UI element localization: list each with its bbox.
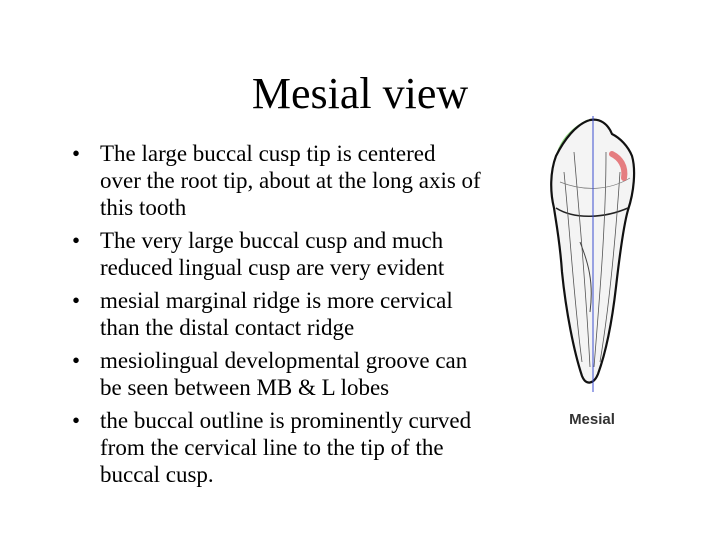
slide-title-text: Mesial view	[251, 69, 469, 118]
bullet-icon: •	[72, 228, 81, 253]
bullet-icon: •	[72, 141, 81, 166]
tooth-mesial-illustration	[540, 112, 650, 432]
bullet-icon: •	[72, 288, 81, 313]
bullet-item: • mesial marginal ridge is more cervical than the distal contact ridge	[72, 288, 453, 340]
bullet-icon: •	[72, 408, 81, 433]
bullet-item: • The very large buccal cusp and much reduced lingual cusp are very evident	[72, 228, 445, 280]
bullet-item: • the buccal outline is prominently curved from the cervical line to the tip of the buccal cusp.	[72, 408, 472, 487]
bullet-icon: •	[72, 348, 81, 373]
bullet-item: • The large buccal cusp tip is centered over the root tip, about at the long axis of this tooth	[72, 141, 481, 220]
bullet-list	[72, 140, 482, 494]
figure-caption: Mesial	[569, 411, 615, 428]
tooth-drawing	[540, 112, 650, 432]
bullet-item: • mesiolingual developmental groove can be seen between MB & L lobes	[72, 348, 468, 400]
